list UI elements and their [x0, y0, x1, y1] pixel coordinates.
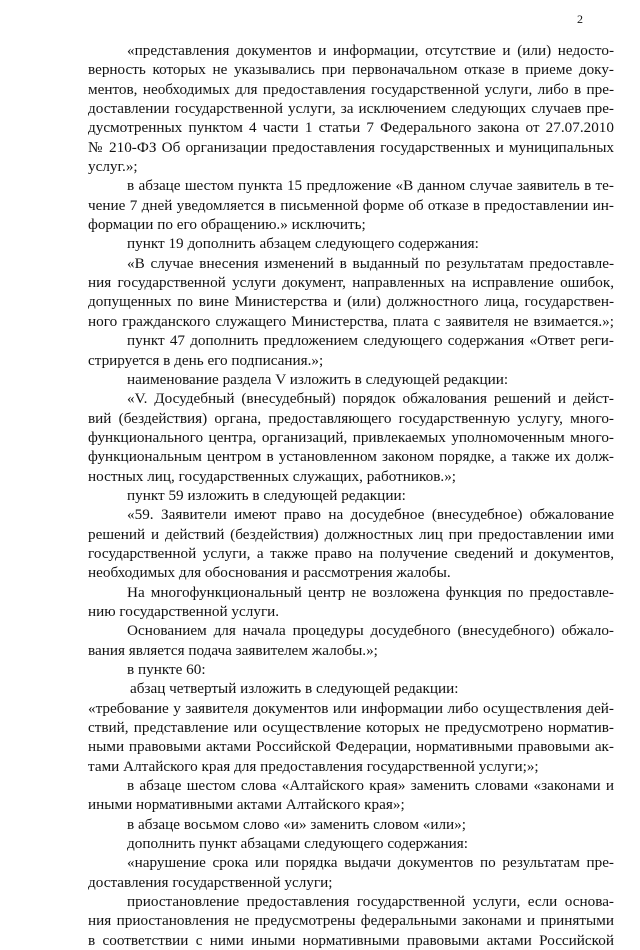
text-line: Основанием для начала процедуры досудебного (внесудебного) обжало- — [127, 622, 614, 640]
text-line: стрируется в день его подписания.»; — [88, 351, 324, 369]
text-line: «V. Досудебный (внесудебный) порядок обжалования решений и дейст- — [127, 390, 614, 408]
text-line: ными правовыми актами Российской Федерации, нормативными правовыми ак- — [88, 738, 614, 756]
text-line: вий (бездействия) органа, предоставляющего государственную услугу, много- — [88, 409, 614, 427]
text-line: абзац четвертый изложить в следующей редакции: — [130, 680, 459, 698]
text-line: необходимых для обоснования и рассмотрения жалобы. — [88, 564, 451, 582]
text-line: в абзаце восьмом слово «и» заменить словом «или»; — [127, 815, 466, 833]
text-line: приостановление предоставления государственной услуги, если основа- — [127, 893, 614, 911]
page-number: 2 — [577, 12, 583, 26]
text-line: пункт 47 дополнить предложением следующего содержания «Ответ реги- — [127, 332, 614, 350]
text-line: верность которых не указывались при первоначальном отказе в приеме доку- — [88, 61, 614, 79]
text-line: государственной услуги, а также право на получение сведений и документов, — [88, 544, 614, 562]
text-line: ного гражданского служащего Министерства, плата с заявителя не взимается.»; — [88, 312, 614, 330]
text-line: ментов, необходимых для предоставления государственной услуги, либо в пре- — [88, 80, 614, 98]
text-line: функциональным центром в установленном законом порядке, а также их долж- — [88, 448, 614, 466]
text-line: нию государственной услуги. — [88, 602, 280, 620]
text-line: в абзаце шестом слова «Алтайского края» заменить словами «законами и — [127, 777, 614, 795]
text-line: вания является подача заявителем жалобы.»; — [88, 641, 378, 659]
text-line: наименование раздела V изложить в следующей редакции: — [127, 370, 509, 388]
text-line: «представления документов и информации, отсутствие и (или) недосто- — [127, 42, 614, 59]
text-line: дусмотренных пунктом 4 части 1 статьи 7 Федерального закона от 27.07.2010 — [88, 119, 614, 137]
text-line: доставления государственной услуги; — [88, 873, 333, 891]
text-line: «59. Заявители имеют право на досудебное (внесудебное) обжалование — [127, 506, 614, 524]
text-line: доставлении государственной услуги, за исключением следующих случаев пре- — [88, 100, 614, 118]
text-line: в абзаце шестом пункта 15 предложение «В данном случае заявитель в те- — [127, 177, 614, 195]
text-line: тами Алтайского края для предоставления государственной услуги;»; — [88, 757, 539, 775]
text-line: «нарушение срока или порядка выдачи документов по результатам пре- — [127, 854, 614, 872]
text-line: дополнить пункт абзацами следующего содержания: — [127, 835, 468, 853]
text-line: ния государственной услуги документ, направленных на исправление ошибок, — [88, 274, 614, 292]
text-line: пункт 19 дополнить абзацем следующего содержания: — [127, 235, 479, 253]
text-line: ния приостановления не предусмотрены федеральными законами и принятыми — [88, 912, 614, 930]
text-line: ностных лиц, государственных служащих, работников.»; — [88, 467, 457, 485]
text-line: № 210-ФЗ Об организации предоставления государственных и муниципальных — [88, 138, 614, 156]
text-line: пункт 59 изложить в следующей редакции: — [127, 486, 406, 504]
text-line: На многофункциональный центр не возложена функция по предоставле- — [127, 583, 614, 601]
document-body — [88, 41, 614, 950]
text-line: формации по его обращению.» исключить; — [88, 216, 366, 234]
text-line: «В случае внесения изменений в выданный по результатам предоставле- — [127, 254, 614, 272]
text-line: «требование у заявителя документов или информации либо осуществления дей- — [88, 699, 614, 717]
text-line: чение 7 дней уведомляется в письменной форме об отказе в предоставлении ин- — [88, 196, 614, 214]
text-line: услуг.»; — [88, 158, 138, 176]
text-line: решений и действий (бездействия) должностных лиц при предоставлении ими — [88, 525, 614, 543]
text-line: иными нормативными актами Алтайского края»; — [88, 796, 405, 814]
text-line: в соответствии с ними иными нормативными правовыми актами Российской — [88, 931, 614, 949]
text-line: в пункте 60: — [127, 661, 206, 678]
text-line: ствий, представление или осуществление которых не предусмотрено норматив- — [88, 719, 614, 737]
text-line: функционального центра, организаций, привлекаемых уполномоченным много- — [88, 428, 614, 446]
text-line: допущенных по вине Министерства и (или) должностного лица, государствен- — [88, 293, 614, 311]
